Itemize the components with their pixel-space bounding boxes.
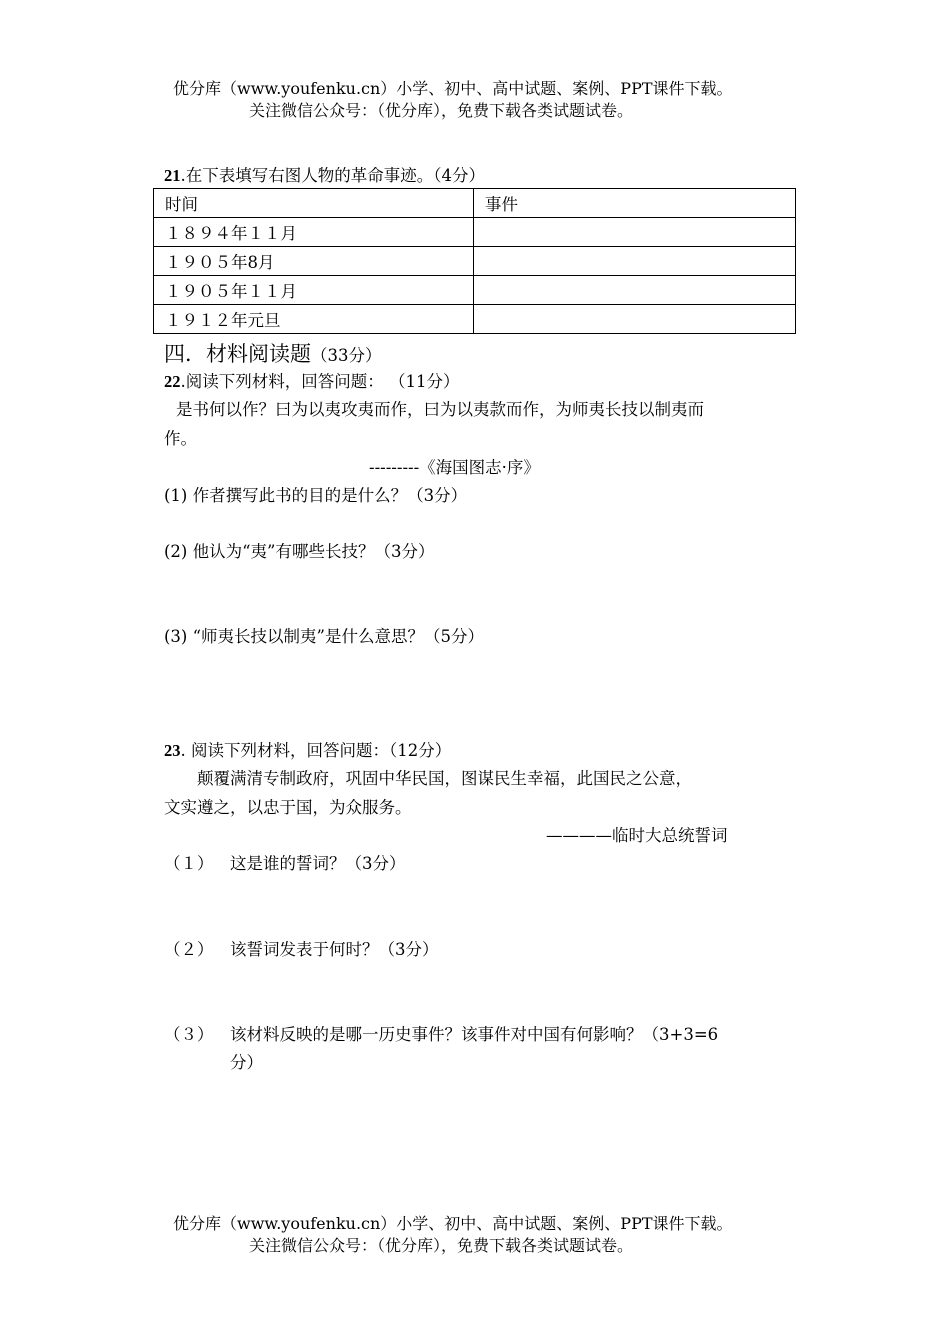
q23-sub-question-3-line-1: 该材料反映的是哪一历史事件？该事件对中国有何影响？（3+3=6 — [230, 1025, 719, 1044]
time-cell: １９１２年元旦 — [154, 305, 474, 334]
time-cell: １８９４年１１月 — [154, 218, 474, 247]
q23-source: ————临时大总统誓词 — [546, 826, 728, 845]
q22-material-line-2: 作。 — [164, 429, 197, 448]
q21-prompt — [164, 162, 485, 186]
table-row — [154, 218, 796, 247]
section-4-score: （33分） — [311, 346, 382, 365]
q22-sub-question-1: (1) 作者撰写此书的目的是什么？（3分） — [164, 486, 468, 505]
q21-text: .在下表填写右图人物的革命事迹。（4分） — [180, 166, 485, 185]
col-header-event: 事件 — [474, 189, 796, 218]
q23-text: . 阅读下列材料，回答问题：（12分） — [180, 741, 452, 760]
q22-prompt — [164, 368, 460, 392]
q23-sub-3-label: （３） — [164, 1025, 214, 1044]
time-cell: １９０５年１１月 — [154, 276, 474, 305]
q23-sub-question-1: 这是谁的誓词？（3分） — [230, 854, 406, 873]
event-cell[interactable] — [474, 218, 796, 247]
q23-sub-question-3-line-2: 分） — [230, 1053, 263, 1072]
table-row — [154, 276, 796, 305]
table-row — [154, 247, 796, 276]
time-cell: １９０５年8月 — [154, 247, 474, 276]
q22-text: .阅读下列材料，回答问题： （11分） — [180, 372, 460, 391]
event-cell[interactable] — [474, 247, 796, 276]
q22-number: 22 — [164, 372, 181, 391]
footer-line-2: 关注微信公众号：（优分库），免费下载各类试题试卷。 — [249, 1236, 634, 1255]
q22-material-line-1: 是书何以作？曰为以夷攻夷而作，曰为以夷款而作，为师夷长技以制夷而 — [176, 400, 704, 419]
q23-sub-question-2: 该誓词发表于何时？（3分） — [230, 940, 439, 959]
q23-number: 23 — [164, 741, 181, 760]
q23-prompt — [164, 737, 451, 761]
q23-sub-2-label: （２） — [164, 940, 214, 959]
event-cell[interactable] — [474, 276, 796, 305]
section-4-title: 四．材料阅读题 — [164, 342, 311, 366]
revolution-events-table — [153, 188, 796, 334]
q23-material-line-1: 颠覆满清专制政府，巩固中华民国，图谋民生幸福，此国民之公意， — [197, 769, 692, 788]
q23-sub-1-label: （１） — [164, 854, 214, 873]
col-header-time: 时间 — [154, 189, 474, 218]
table-row — [154, 305, 796, 334]
header-line-2: 关注微信公众号：（优分库），免费下载各类试题试卷。 — [249, 101, 634, 120]
footer-line-1: 优分库（www.youfenku.cn）小学、初中、高中试题、案例、PPT课件下载。 — [173, 1214, 733, 1233]
q22-sub-question-2: (2) 他认为“夷”有哪些长技？（3分） — [164, 542, 435, 561]
q22-sub-question-3: (3) “师夷长技以制夷”是什么意思？（5分） — [164, 627, 484, 646]
event-cell[interactable] — [474, 305, 796, 334]
header-line-1: 优分库（www.youfenku.cn）小学、初中、高中试题、案例、PPT课件下载。 — [173, 79, 733, 98]
q23-material-line-2: 文实遵之，以忠于国，为众服务。 — [164, 798, 412, 817]
q21-number: 21 — [164, 166, 181, 185]
section-4-heading — [164, 338, 382, 368]
q22-source: ---------《海国图志·序》 — [369, 458, 540, 477]
table-header-row — [154, 189, 796, 218]
